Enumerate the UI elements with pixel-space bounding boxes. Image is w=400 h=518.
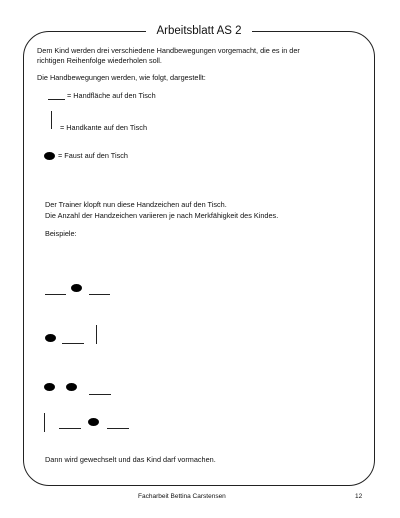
example-1-palm [45,294,66,295]
edge-symbol [51,111,52,129]
fist-symbol [44,152,55,160]
intro-line-1: Dem Kind werden drei verschiedene Handbewegungen vorgemacht, die es in der [37,46,300,55]
page-number: 12 [355,493,363,500]
example-4-palm [107,428,129,429]
example-4-palm [59,428,81,429]
trainer-line-1: Der Trainer klopft nun diese Handzeichen auf den Tisch. [45,200,227,209]
example-4-fist [88,418,99,426]
example-4-edge [44,413,45,432]
example-2-fist [45,334,56,342]
intro-line-2: richtigen Reihenfolge wiederholen soll. [37,56,162,65]
footer-author: Facharbeit Bettina Carstensen [138,493,226,500]
example-3-fist [66,383,77,391]
closing-text: Dann wird gewechselt und das Kind darf vormachen. [45,455,216,464]
trainer-line-2: Die Anzahl der Handzeichen variieren je nach Merkfähigkeit des Kindes. [45,211,279,220]
display-intro: Die Handbewegungen werden, wie folgt, dargestellt: [37,73,206,82]
worksheet-title: Arbeitsblatt AS 2 [146,22,252,40]
example-1-palm [89,294,110,295]
legend-fist-text: = Faust auf den Tisch [58,151,128,160]
example-1-fist [71,284,82,292]
example-3-fist [44,383,55,391]
example-2-palm [62,343,84,344]
example-2-edge [96,325,97,344]
legend-palm-text: = Handfläche auf den Tisch [67,91,156,100]
palm-symbol [48,99,65,100]
example-3-palm [89,394,111,395]
examples-label: Beispiele: [45,229,77,238]
legend-edge-text: = Handkante auf den Tisch [60,123,148,132]
